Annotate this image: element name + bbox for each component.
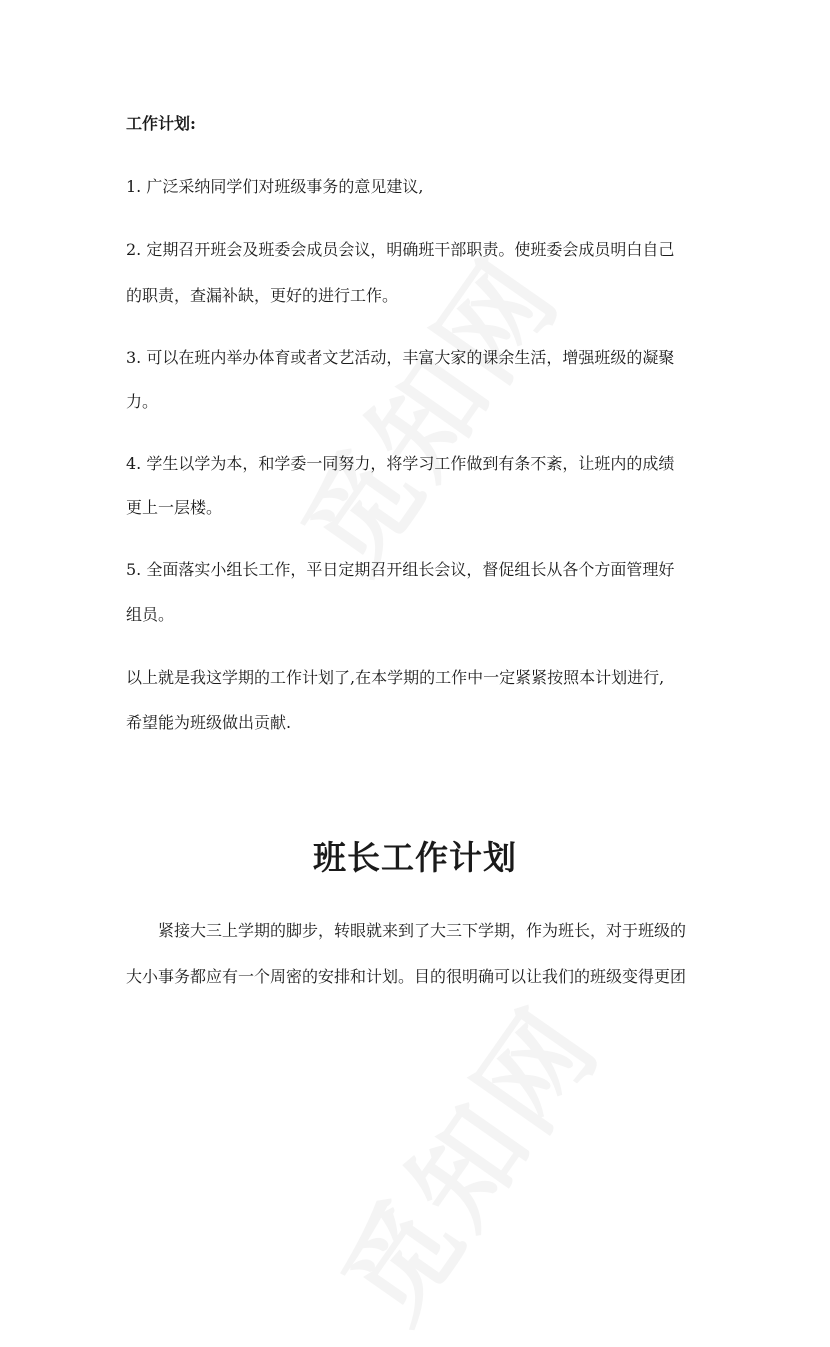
plan-item-2: 2. 定期召开班会及班委会成员会议，明确班干部职责。使班委会成员明白自己 xyxy=(126,240,675,259)
plan-item-2-cont: 的职责，查漏补缺，更好的进行工作。 xyxy=(126,286,399,305)
conclusion-line-2: 希望能为班级做出贡献. xyxy=(126,713,292,732)
page-title: 班长工作计划 xyxy=(313,838,517,877)
plan-item-3-cont: 力。 xyxy=(126,392,159,411)
conclusion-line-1: 以上就是我这学期的工作计划了,在本学期的工作中一定紧紧按照本计划进行, xyxy=(126,668,665,687)
plan-item-1: 1. 广泛采纳同学们对班级事务的意见建议, xyxy=(126,177,424,196)
plan-item-5-cont: 组员。 xyxy=(126,605,175,624)
section-heading: 工作计划: xyxy=(126,114,196,133)
plan-item-5: 5. 全面落实小组长工作，平日定期召开组长会议，督促组长从各个方面管理好 xyxy=(126,560,675,579)
plan-item-4-cont: 更上一层楼。 xyxy=(126,498,223,517)
watermark xyxy=(259,221,588,597)
plan-item-3: 3. 可以在班内举办体育或者文艺活动，丰富大家的课余生活，增强班级的凝聚 xyxy=(126,348,675,367)
plan-item-4: 4. 学生以学为本，和学委一同努力，将学习工作做到有条不紊，让班内的成绩 xyxy=(126,454,675,473)
intro-line-1: 紧接大三上学期的脚步，转眼就来到了大三下学期，作为班长，对于班级的 xyxy=(158,921,687,940)
intro-line-2: 大小事务都应有一个周密的安排和计划。目的很明确可以让我们的班级变得更团 xyxy=(126,967,687,986)
watermark xyxy=(299,971,628,1347)
